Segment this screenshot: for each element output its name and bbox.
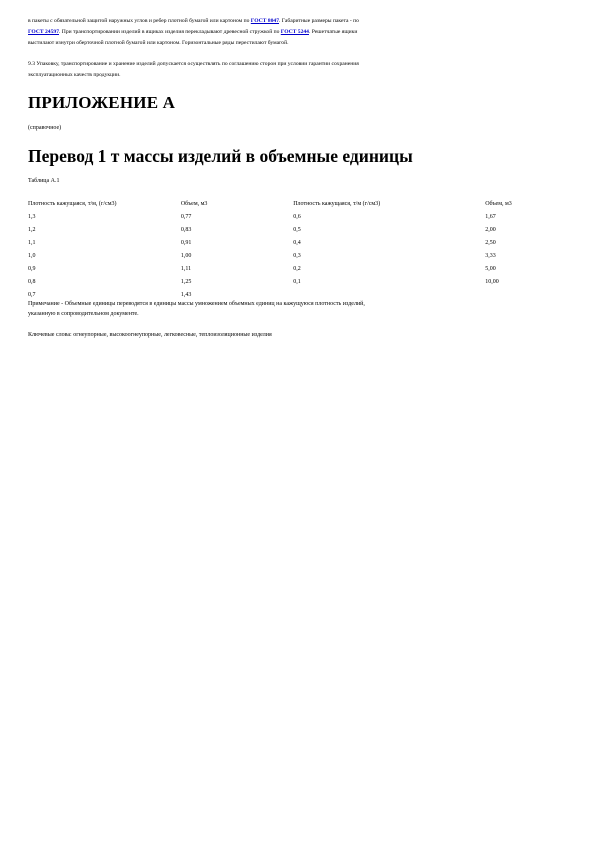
gost-5244-link[interactable]: ГОСТ 5244 <box>280 29 309 35</box>
table-cell: 0,3 <box>293 252 301 259</box>
table-cell: 1,1 <box>28 239 36 246</box>
table-cell: 0,77 <box>180 213 192 220</box>
gost-24597-link[interactable]: ГОСТ 24597 <box>28 29 59 35</box>
table-cell: 2,50 <box>485 239 496 246</box>
intro-line3-text: выстилают изнутри оберточной плотной бумагой или картоном. Горизонтальные ряды перестилают бумагой. <box>28 40 289 46</box>
table-cell: 0,1 <box>293 278 301 285</box>
intro-paragraph <box>28 16 573 49</box>
table-cell: 5,00 <box>485 265 496 272</box>
table-cell: 1,2 <box>28 226 36 233</box>
table-cell: 2,00 <box>485 226 496 233</box>
table-caption: Таблица А.1 <box>28 178 60 184</box>
table-cell: 0,83 <box>180 226 192 233</box>
table-header-row <box>26 197 576 210</box>
table-cell: 0,6 <box>293 213 301 220</box>
table-cell: 1,11 <box>180 265 192 272</box>
table-cell: 0,9 <box>28 265 36 272</box>
table-row <box>26 236 576 249</box>
table-cell: 1,3 <box>28 213 36 220</box>
note-line2: указанную в сопроводительном документе. <box>28 311 139 317</box>
table-cell: 3,33 <box>485 252 496 259</box>
paragraph-9-3 <box>28 59 573 81</box>
table-cell: 0,7 <box>28 291 36 298</box>
table-cell: 0,4 <box>293 239 301 246</box>
appendix-heading: Перевод 1 т массы изделий в объемные единицы <box>28 146 413 166</box>
table-cell: 1,00 <box>180 252 192 259</box>
header-volume-left: Объем, м3 <box>180 200 208 207</box>
gost-8047-link[interactable]: ГОСТ 8047 <box>250 18 279 24</box>
note-line1: Примечание - Объемные единицы переводятся в единицы массы умножением объемных единиц на кажущуюся плотность изделий, <box>28 301 365 307</box>
table-row <box>26 249 576 262</box>
intro-line2-tail: . Решетчатые ящики <box>308 29 358 35</box>
table-cell: 10,00 <box>485 278 499 285</box>
appendix-subtitle: (справочное) <box>28 125 62 131</box>
table-row <box>26 210 576 223</box>
table-cell: 0,8 <box>28 278 36 285</box>
table-note <box>28 299 558 319</box>
para-9-3-line1: 9.3 Упаковку, транспортирование и хранение изделий допускается осуществлять по соглашению сторон при условии гарантии сохранения <box>28 61 359 67</box>
header-density-left: Плотность кажущаяся, т/м, (г/см3) <box>28 200 117 207</box>
intro-line1-tail: . Габаритные размеры пакета - по <box>279 18 359 24</box>
table-cell: 0,91 <box>180 239 192 246</box>
table-row <box>26 275 576 288</box>
header-density-right: Плотность кажущаяся, т/м (г/см3) <box>293 200 381 207</box>
keywords-line: Ключевые слова: огнеупорные, высокоогнеупорные, легковесные, теплоизоляционные изделия <box>28 332 272 338</box>
table-cell: 0,5 <box>293 226 301 233</box>
table-cell: 0,2 <box>293 265 301 272</box>
density-volume-table <box>26 197 576 301</box>
appendix-title: ПРИЛОЖЕНИЕ А <box>28 93 176 112</box>
table-row <box>26 223 576 236</box>
header-volume-right: Объем, м3 <box>485 200 512 207</box>
table-cell: 1,67 <box>485 213 496 220</box>
table-cell: 1,43 <box>180 291 192 298</box>
table-row <box>26 262 576 275</box>
table-cell: 1,25 <box>180 278 192 285</box>
table-cell: 1,0 <box>28 252 36 259</box>
intro-line2-text: . При транспортировании изделий в ящиках изделия перекладывают древесной стружкой по <box>59 29 281 35</box>
intro-line1-text: в пакеты с обязательной защитой наружных углов и ребер плотной бумагой или картоном по <box>28 18 251 24</box>
para-9-3-line2: эксплуатационных качеств продукции. <box>28 72 121 78</box>
